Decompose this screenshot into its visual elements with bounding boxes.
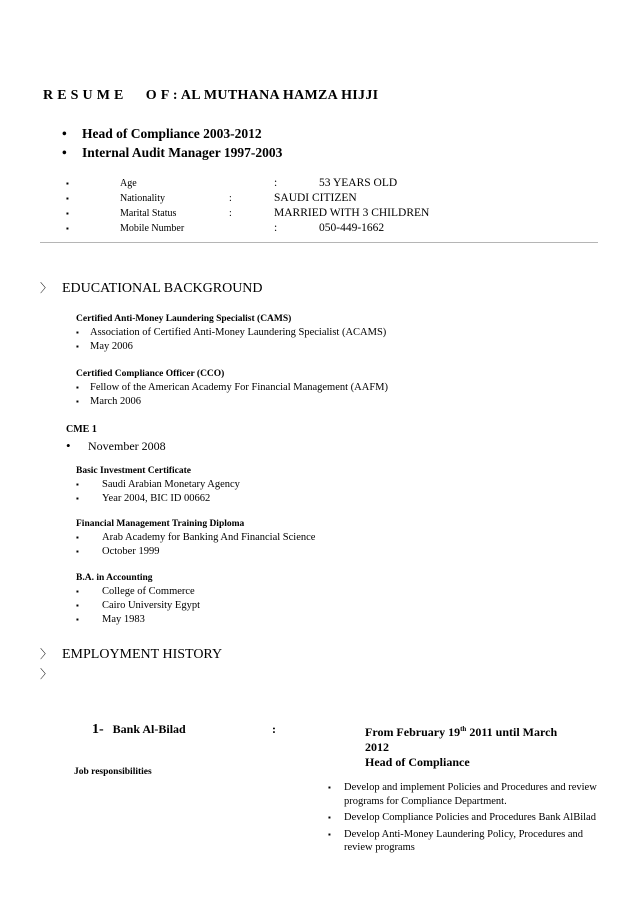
chevron-right-icon: 〉	[40, 281, 53, 295]
info-key: Nationality	[120, 193, 165, 204]
entry-title: Certified Anti-Money Laundering Specialist (CAMS)	[76, 314, 292, 324]
job-period	[365, 722, 557, 770]
info-value: 050-449-1662	[319, 222, 385, 234]
job-position: Head of Compliance	[365, 755, 470, 769]
responsibility-item: ▪ Develop Compliance Policies and Procedures Bank AlBilad	[328, 811, 598, 825]
education-entry	[76, 517, 315, 559]
divider	[40, 242, 598, 243]
entry-title: CME 1	[66, 424, 97, 435]
bullet-icon: ▪	[66, 224, 69, 233]
info-key: Mobile Number	[120, 223, 185, 234]
job-number: 1-	[92, 722, 104, 737]
chevron-right-icon: 〉	[40, 647, 53, 661]
entry-item: ▪ Association of Certified Anti-Money Laundering Specialist (ACAMS)	[76, 326, 386, 340]
job-responsibilities-label: Job responsibilities	[74, 767, 152, 777]
chevron-right-icon: 〉	[40, 667, 53, 681]
entry-item: ▪ May 2006	[76, 340, 386, 354]
job-employer: Bank Al-Bilad	[112, 722, 186, 736]
period-post: 2011 until March	[466, 725, 558, 739]
info-colon-mobile: :	[274, 222, 278, 234]
job-period-year: 2012	[365, 740, 389, 754]
info-colon: :	[229, 193, 232, 204]
entry-title: Financial Management Training Diploma	[76, 519, 245, 529]
role-item: • Internal Audit Manager 1997-2003	[62, 143, 282, 162]
info-colon-age: :	[274, 177, 278, 189]
roles-list	[62, 124, 282, 162]
entry-title: Basic Investment Certificate	[76, 466, 192, 476]
entry-item: ▪ Arab Academy for Banking And Financial Science	[76, 531, 315, 545]
bullet-icon: ▪	[66, 209, 69, 218]
entry-item: ▪ Year 2004, BIC ID 00662	[76, 492, 240, 506]
info-value: SAUDI CITIZEN	[274, 192, 357, 204]
bullet-icon: ▪	[66, 179, 69, 188]
entry-title: Certified Compliance Officer (CCO)	[76, 369, 225, 379]
entry-title: B.A. in Accounting	[76, 573, 153, 583]
info-key: Marital Status	[120, 208, 177, 219]
job-responsibilities-list	[328, 781, 598, 858]
entry-item: ▪ Saudi Arabian Monetary Agency	[76, 478, 240, 492]
info-value: 53 YEARS OLD	[319, 177, 398, 189]
responsibility-item: ▪ Develop Anti-Money Laundering Policy, Procedures and review programs	[328, 828, 598, 855]
education-entry	[76, 312, 386, 354]
employment-heading-text: EMPLOYMENT HISTORY	[62, 647, 223, 662]
education-heading-text: EDUCATIONAL BACKGROUND	[62, 281, 263, 296]
entry-item: ▪ March 2006	[76, 395, 388, 409]
period-sup: th	[460, 725, 467, 733]
period-pre: From February 19	[365, 725, 461, 739]
bullet-icon: ▪	[66, 194, 69, 203]
title-name: : AL MUTHANA HAMZA HIJJI	[172, 88, 379, 103]
entry-item: ▪ October 1999	[76, 545, 315, 559]
role-item: • Head of Compliance 2003-2012	[62, 124, 282, 143]
entry-item: ▪ May 1983	[76, 613, 200, 627]
title-of: O F	[145, 88, 170, 103]
education-entry	[66, 422, 166, 454]
job-period-line	[365, 722, 557, 740]
entry-item: ▪ College of Commerce	[76, 585, 200, 599]
title-resume: R E S U M E	[43, 88, 124, 103]
info-colon: :	[229, 208, 232, 219]
job-header	[92, 722, 186, 738]
education-heading	[40, 279, 263, 297]
resume-title	[43, 88, 378, 104]
responsibility-item: ▪ Develop and implement Policies and Procedures and review programs for Compliance Department.	[328, 781, 598, 808]
employment-extra-arrow	[40, 665, 62, 683]
job-colon: :	[272, 722, 276, 736]
employment-heading	[40, 645, 222, 663]
entry-item: ▪ Cairo University Egypt	[76, 599, 200, 613]
entry-item: • November 2008	[66, 438, 166, 454]
entry-item: ▪ Fellow of the American Academy For Financial Management (AAFM)	[76, 381, 388, 395]
education-entry	[76, 367, 388, 409]
education-entry	[76, 464, 240, 506]
info-key: Age	[120, 178, 137, 189]
info-value: MARRIED WITH 3 CHILDREN	[274, 207, 430, 219]
education-entry	[76, 571, 200, 627]
